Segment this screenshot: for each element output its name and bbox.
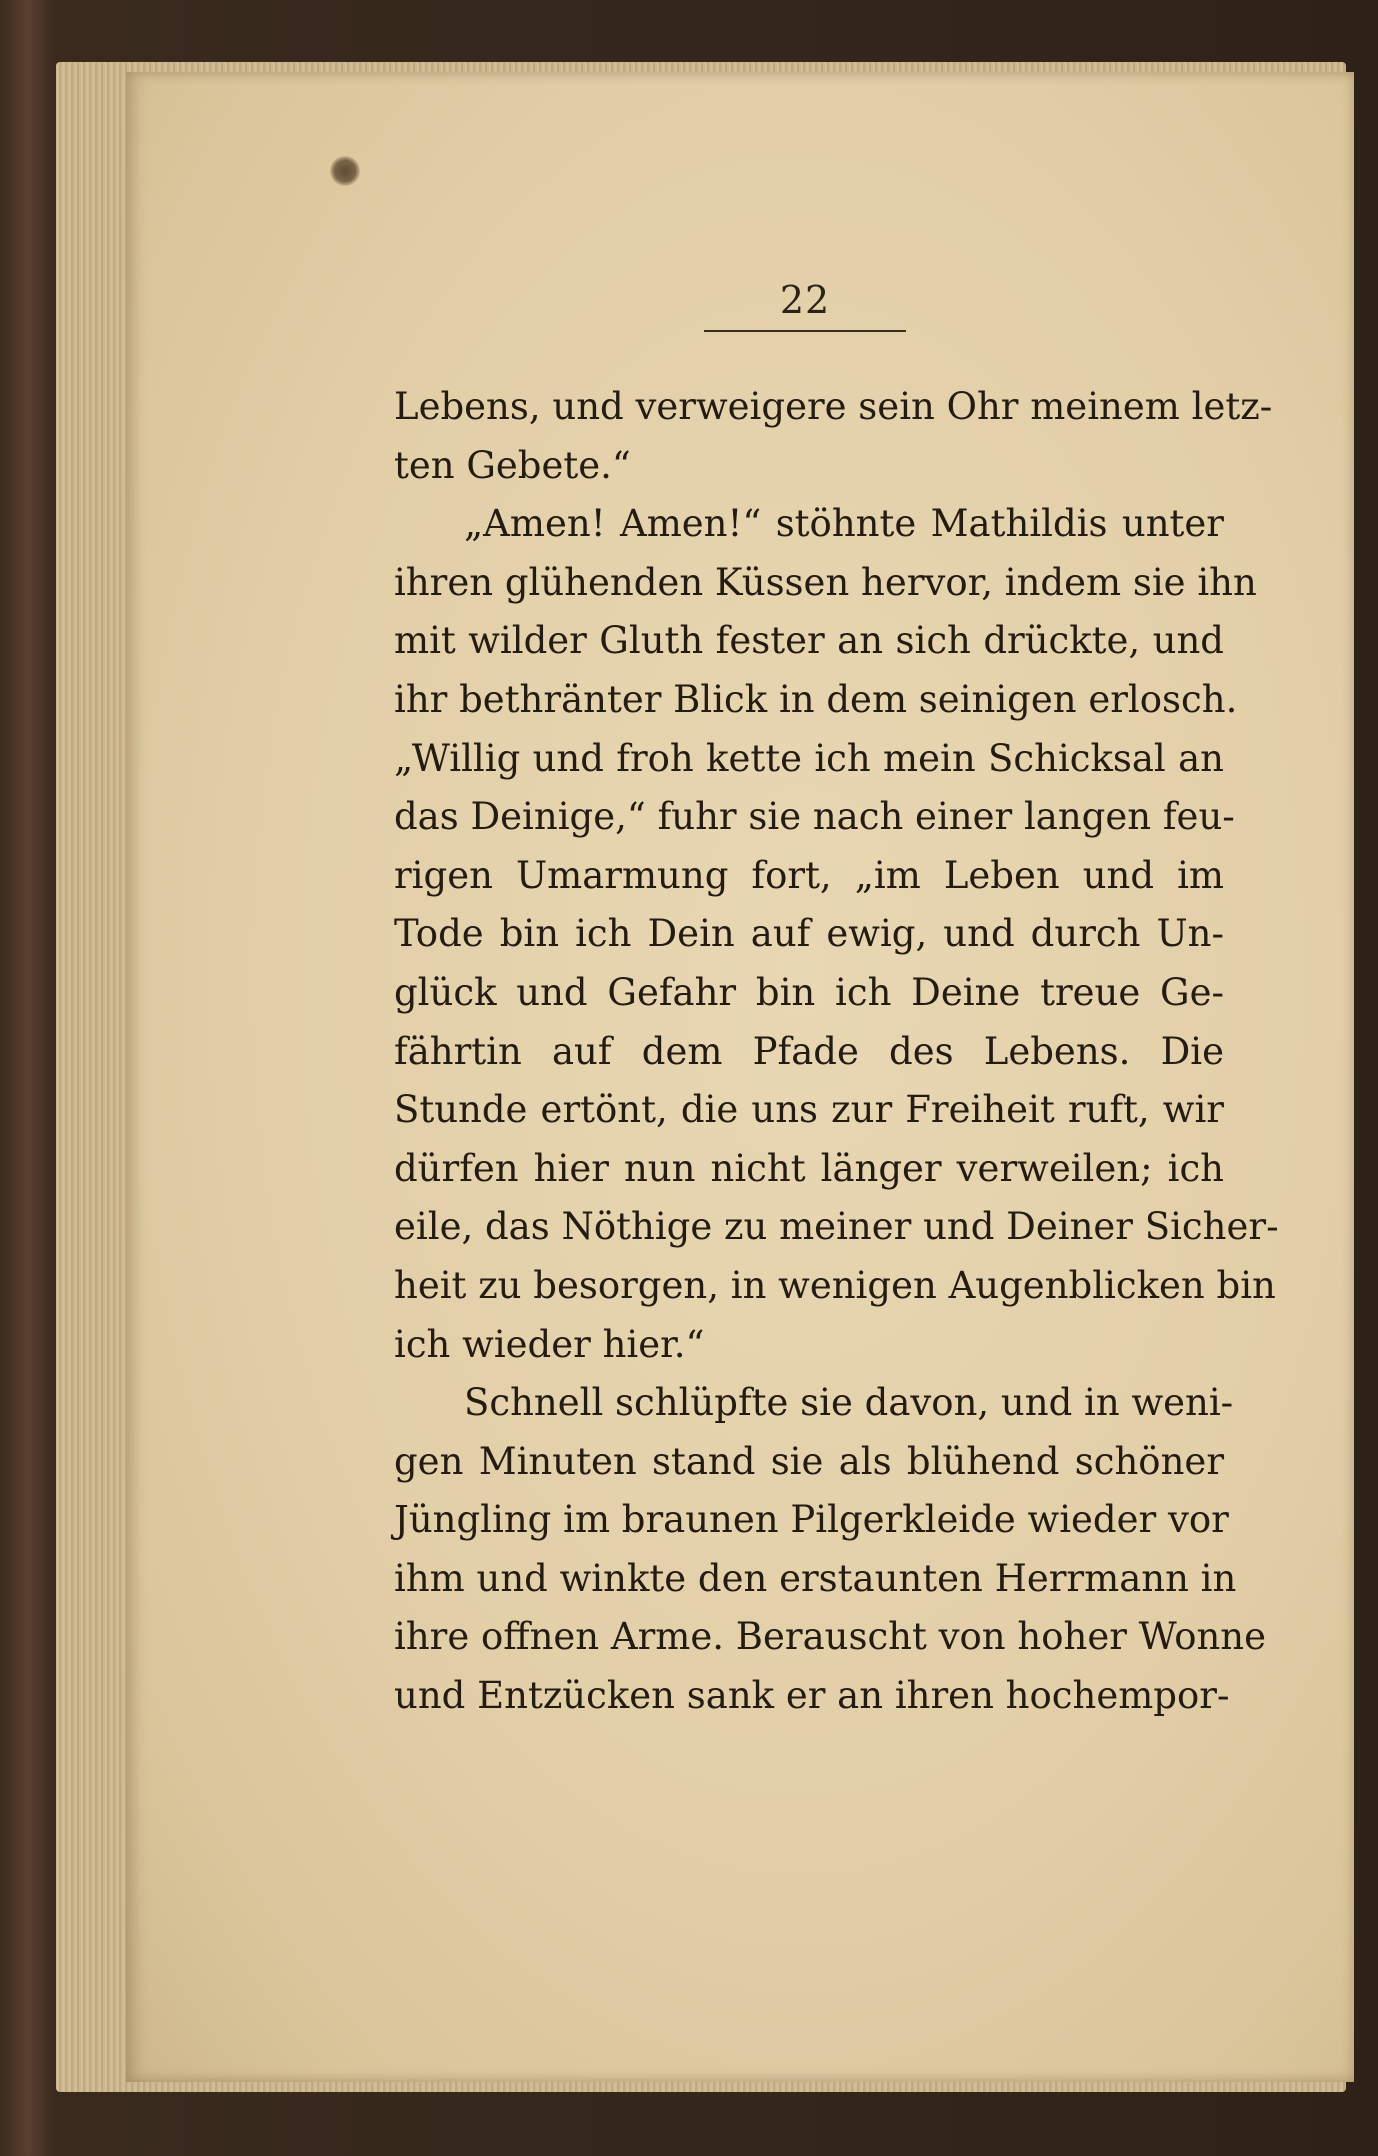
text-line: heit zu besorgen, in wenigen Augenblicken bin bbox=[394, 1263, 1276, 1307]
text-line: Stunde ertönt, die uns zur Freiheit ruft, wir bbox=[394, 1088, 1224, 1132]
text-line: rigen Umarmung fort, „im Leben und im bbox=[394, 853, 1224, 897]
text-line: Jüngling im braunen Pilgerkleide wieder vor bbox=[394, 1498, 1229, 1542]
text-line: ihren glühenden Küssen hervor, indem sie ihn bbox=[394, 560, 1257, 604]
text-line: fährtin auf dem Pfade des Lebens. Die bbox=[394, 1029, 1224, 1073]
text-line: „Willig und froh kette ich mein Schicksal an bbox=[394, 736, 1224, 780]
text-line: glück und Gefahr bin ich Deine treue Ge- bbox=[394, 970, 1224, 1014]
text-line: und Entzücken sank er an ihren hochempor- bbox=[394, 1674, 1230, 1718]
text-line: Tode bin ich Dein auf ewig, und durch Un- bbox=[394, 912, 1224, 956]
text-line: ihre offnen Arme. Berauscht von hoher Wonne bbox=[394, 1615, 1267, 1659]
text-line: ihm und winkte den erstaunten Herrmann in bbox=[394, 1556, 1237, 1600]
text-line: gen Minuten stand sie als blühend schöner bbox=[394, 1439, 1224, 1483]
page-number: 22 bbox=[779, 278, 831, 322]
text-line: ihr bethränter Blick in dem seinigen erlosch. bbox=[394, 677, 1238, 721]
text-line: mit wilder Gluth fester an sich drückte, und bbox=[394, 619, 1224, 663]
text-line: Lebens, und verweigere sein Ohr meinem letz- bbox=[394, 385, 1273, 428]
text-line: ten Gebete.“ bbox=[394, 443, 631, 487]
text-line: eile, das Nöthige zu meiner und Deiner Sicher- bbox=[394, 1205, 1279, 1249]
body-text bbox=[394, 378, 1279, 1726]
text-line: „Amen! Amen!“ stöhnte Mathildis unter bbox=[464, 502, 1224, 546]
text-line: das Deinige,“ fuhr sie nach einer langen feu- bbox=[394, 795, 1235, 839]
ink-stain bbox=[330, 156, 360, 186]
text-line: ich wieder hier.“ bbox=[394, 1322, 705, 1366]
text-line: Schnell schlüpfte sie davon, und in weni- bbox=[464, 1381, 1234, 1425]
page-number-rule bbox=[704, 330, 906, 332]
text-line: dürfen hier nun nicht länger verweilen; ich bbox=[394, 1146, 1224, 1190]
